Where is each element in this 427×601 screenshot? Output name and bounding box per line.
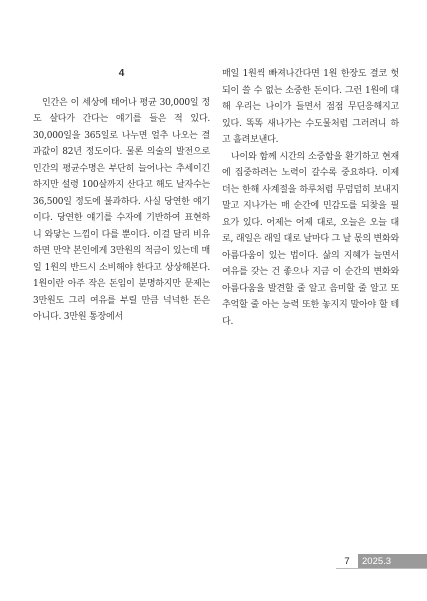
body-paragraph: 나이와 함께 시간의 소중함을 환기하고 현재에 집중하려는 노력이 갈수록 중요하다. 이제 더는 한해 사계절을 하루처럼 무덤덤히 보내지 말고 지나가는 매 순간에 민감도를 되찾을 필요가 있다. 어제는 어제 대로, 오늘은 오늘 대로, 래일은 래일 대로 날마다 그 날 몫의 변화와 아름다움이 있는 법이다. 삶의 지혜가 늘면서 여유를 갖는 건 좋으나 지금 이 순간의 변화와 아름다움을 발견할 줄 알고 음미할 줄 알고 또 추억할 줄 아는 능력 또한 놓지지 말아야 할 테다.	[222, 151, 399, 327]
body-paragraph: 인간은 이 세상에 태어나 평균 30,000일 정도 살다가 간다는 얘기를 들은 적 있다. 30,000일을 365일로 나누면 얼추 나오는 결과값이 82년 정도이다. 물론 의술의 발전으로 인간의 평균수명은 부단히 늘어나는 추세이긴 하지만 설령 100살까지 산다고 해도 날자수는 36,500일 정도에 불과하다. 사실 당연한 얘기이다. 당연한 얘기를 수자에 기반하여 표현하니 와닿는 느낌이 다를 뿐이다. 이걸 달리 비유하면 만약 본인에게 3만원의 적금이 있는데 매일 1원의 반드시 소비해야 한다고 상상해본다. 1원이란 아주 작은 돈임이 분명하지만 문제는 3만원도 그리 여유를 부릴 만큼 넉넉한 돈은 아니다. 3만원 통장에서	[33, 97, 210, 322]
footer-divider	[336, 568, 427, 569]
page-number: 7	[344, 556, 350, 567]
issue-date-badge: 2025.3	[358, 554, 427, 569]
right-column	[222, 66, 399, 330]
section-number: 4	[118, 68, 125, 79]
page-footer	[336, 554, 427, 569]
body-paragraph: 매일 1원씩 빠져나간다면 1원 한장도 결코 헛되이 쓸 수 없는 소중한 돈이다. 그런 1원에 대해 우리는 나이가 들면서 점점 무딘응해지고 있다. 똑똑 새나가는 수도물처럼 그러려니 하고 흘려보낸다.	[222, 69, 399, 145]
left-column	[33, 66, 210, 326]
